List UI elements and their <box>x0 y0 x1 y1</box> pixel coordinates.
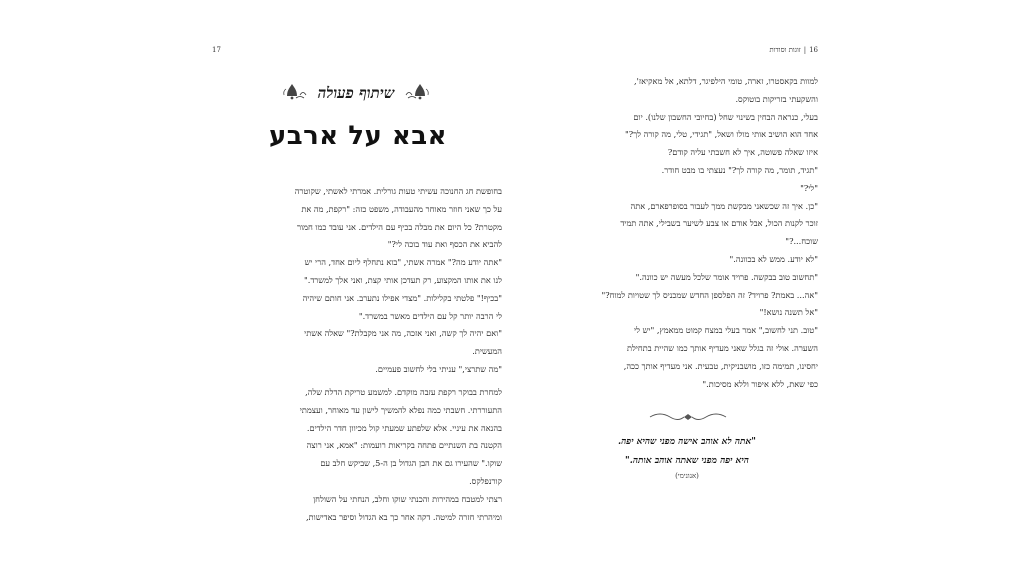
left-body-block-1 <box>214 183 502 379</box>
text-line: "לי?" <box>800 182 818 193</box>
quote-line: היא יפה מפני שאתה אוהב אותה." <box>625 456 749 466</box>
section-label <box>256 78 456 108</box>
bell-ornament-icon <box>402 81 432 105</box>
chapter-title: אבא על ארבע <box>268 121 448 151</box>
text-line: שוכח...?" <box>785 236 818 247</box>
text-line: "אל תשנה נושא!" <box>759 307 818 318</box>
text-line: שוקו." שהעירו גם את הבן הגדול בן ה-5, שביקש חלב עם <box>320 458 502 469</box>
right-body <box>556 73 818 393</box>
text-line: זוכר לקנות הכול, אבל אודם או צבע לשיער בשבילי, אתה תמיד <box>620 218 818 229</box>
bell-ornament-icon <box>280 81 310 105</box>
text-line: יחסינו, תמימה כזו, מושבניקית, טבעית. אני מעדיף אותך ככה, <box>623 360 818 371</box>
left-body-block-2 <box>214 384 502 526</box>
text-line: "לא יודע. ממש לא בכוונה." <box>729 253 818 264</box>
text-line: ומיהרתי חזרה למיטה. דקה אחר כך בא הגדול וסיפר באדישות, <box>306 511 502 522</box>
text-line: מקטרת? כל היום את מבלה בכיף עם הילדים. אני עובד כמו חמור <box>296 221 502 232</box>
quote-attribution: (אנונימי) <box>675 472 699 480</box>
text-line: "ואם יהיה לך קשה, ואני אזכה, מה אני מקבלת?" שאלה אשתי <box>304 328 502 339</box>
text-line: לי הרבה יותר קל עם הילדים מאשר במשרד." <box>358 310 502 321</box>
text-line: בהנאה את עיניי. אלא שלפתע שמעתי קול מכיוון חדר הילדים. <box>306 422 502 433</box>
left-page <box>200 0 512 576</box>
quote-line: "אתה לא אוהב אישה מפני שהיא יפה. <box>618 437 756 447</box>
text-line: רצתי למטבח במהירות והכנתי שוקו וחלב, הנחתי על השולחן <box>313 493 502 504</box>
flourish-divider-icon <box>648 410 728 424</box>
text-line: "בכיף!" פלטתי בקלילות. "מצדי אפילו נתערב. אני חותם שיהיה <box>302 292 502 303</box>
text-line: המעשית. <box>472 346 502 357</box>
text-line: "אה... באמת? פרויד? זה הפלספן החדש שמכניס לך שטויות למוח?" <box>601 289 818 300</box>
text-line: "טוב. תני לחשוב," אמר בעלי במצח קמוט ממאמץ, "יש לי <box>633 325 818 336</box>
right-page <box>556 0 818 576</box>
text-line: "מה שתרצי," עניתי בלי לחשוב פעמיים. <box>375 363 502 374</box>
running-head-title: זוגות וסודות <box>769 46 801 54</box>
epigraph-quote <box>556 433 818 471</box>
text-line: הקטנה בת השנתיים פתחה בקריאות רועמות: "אמא, אני רוצה <box>306 440 502 451</box>
text-line: והשקעתי בזריקות בוטוקס. <box>735 93 818 104</box>
text-line: לנו את אותו המקצוע, רק תעדכן אותי קצת, ואני אלך למשרד." <box>303 274 502 285</box>
text-line: קורנפלקס. <box>469 475 502 486</box>
text-line: למוות בקאסטרו, זארה, טומי הילפיגר, דלתא, אל מאקיאז', <box>633 76 818 86</box>
text-line: כפי שאת, ללא איפור וללא מסיכות." <box>702 378 818 389</box>
running-head <box>769 46 818 54</box>
text-line: "אתה יודע מה?" אמרה אשתי, "בוא נתחלף ליום אחד, הרי יש <box>304 257 502 268</box>
text-line: בעלי, כנראה הבחין בשינוי שחל (בחיובי החשבון שלנו). יום <box>633 111 818 122</box>
text-line: איזו שאלה פשוטה, איך לא חשבתי עליה קודם? <box>667 147 818 158</box>
text-line: להביא את הכסף ואת עוד בוכה לי?" <box>387 239 502 250</box>
text-line: "כן. איך זה שכשאני מבקשת ממך לעבור בסופרפארם, אתה <box>630 200 818 211</box>
running-head-page-number: 16 <box>809 46 818 54</box>
running-head-separator: | <box>803 46 807 54</box>
text-line: השערה. אולי זה בגלל שאני מעדיף אותך כמו שהיית בתחילת <box>626 342 818 353</box>
page-number-left: 17 <box>212 46 221 54</box>
text-line: בחופשת חג החנוכה עשיתי טעות גורלית. אמרתי לאשתי, שקוטרה <box>294 186 502 196</box>
section-label-text: שיתוף פעולה <box>317 83 395 102</box>
text-line: התעוררתי. חשבתי כמה נפלא להמשיך לישון עד מאוחר, ועצמתי <box>299 404 502 415</box>
text-line: "תגיד, תומר, מה קורה לך?" נעצתי בו מבט חודר. <box>661 164 818 175</box>
text-line: אחד הוא הושיב אותי מולו ושאל, "תגידי, טלי, מה קורה לך?" <box>625 129 818 140</box>
text-line: "תחשוב טוב בבקשה. פרויד אומר שלכל מעשה יש כוונה." <box>635 271 818 282</box>
text-line: על כך שאני חוזר מאוחר מהעבודה, משפט כזה: "רקפת, מה את <box>301 203 502 214</box>
text-line: למחרת בבוקר רקפת עזבה מוקדם. למשמע טריקת הדלת שלה, <box>305 387 502 397</box>
